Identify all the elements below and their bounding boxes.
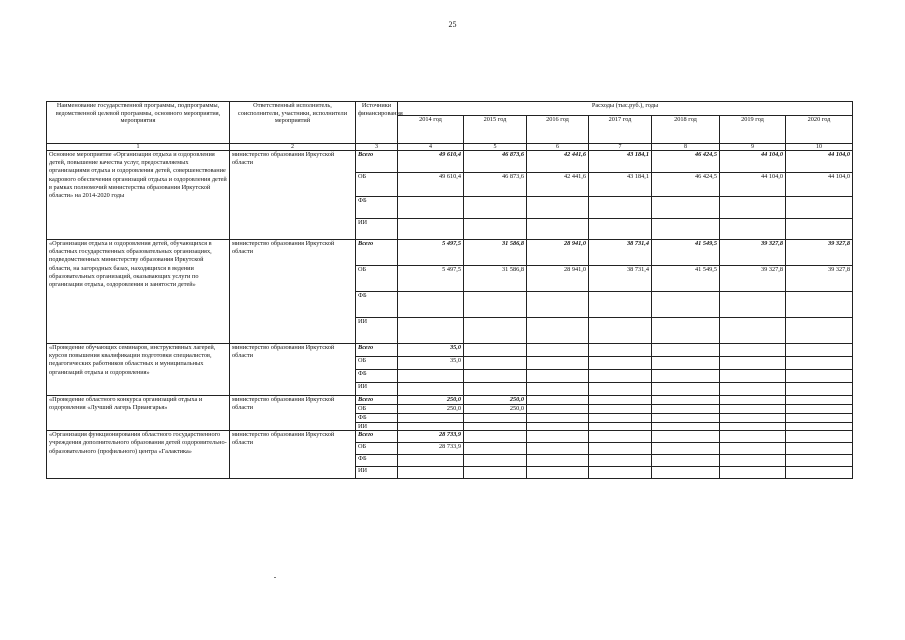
value-cell — [652, 318, 720, 344]
source-ii: ИИ — [356, 422, 398, 431]
value-cell: 35,0 — [398, 357, 464, 370]
value-cell — [398, 370, 464, 383]
value-cell — [720, 318, 786, 344]
year-header: 2017 год — [589, 116, 652, 144]
source-fb: ФБ — [356, 197, 398, 219]
row-executor: министерство образования Иркутской области — [230, 151, 356, 240]
value-cell — [398, 414, 464, 423]
value-cell — [527, 405, 589, 414]
value-cell — [652, 344, 720, 357]
value-cell — [786, 197, 853, 219]
value-cell — [589, 357, 652, 370]
source-total: Всего — [356, 344, 398, 357]
value-cell: 35,0 — [398, 344, 464, 357]
value-cell — [652, 396, 720, 405]
value-cell — [464, 344, 527, 357]
value-cell — [720, 455, 786, 467]
value-cell — [720, 431, 786, 443]
value-cell — [786, 396, 853, 405]
value-cell — [589, 197, 652, 219]
value-cell: 250,0 — [398, 405, 464, 414]
value-cell — [652, 431, 720, 443]
row-executor: министерство образования Иркутской области — [230, 344, 356, 396]
value-cell — [527, 422, 589, 431]
table-row — [47, 344, 853, 357]
value-cell — [527, 318, 589, 344]
row-executor: министерство образования Иркутской области — [230, 396, 356, 431]
year-header: 2016 год — [527, 116, 589, 144]
value-cell — [786, 357, 853, 370]
table-row — [47, 431, 853, 443]
value-cell: 38 731,4 — [589, 266, 652, 292]
column-number: 10 — [786, 144, 853, 151]
value-cell: 250,0 — [398, 396, 464, 405]
value-cell: 44 104,0 — [720, 173, 786, 197]
value-cell — [527, 197, 589, 219]
value-cell — [589, 467, 652, 479]
value-cell — [720, 344, 786, 357]
value-cell: 28 941,0 — [527, 266, 589, 292]
row-description: «Проведение обучающих семинаров, инструктивных лагерей, курсов повышения квалификации подготовки специалистов, педагогических работников областных и муниципальных организаций отдыха и оздоровления» — [47, 344, 230, 396]
value-cell: 46 873,6 — [464, 151, 527, 173]
value-cell — [464, 422, 527, 431]
source-ii: ИИ — [356, 467, 398, 479]
source-ob: ОБ — [356, 443, 398, 455]
value-cell — [652, 219, 720, 240]
value-cell — [786, 219, 853, 240]
value-cell — [398, 219, 464, 240]
value-cell — [398, 197, 464, 219]
value-cell: 46 424,5 — [652, 151, 720, 173]
source-fb: ФБ — [356, 292, 398, 318]
source-ii: ИИ — [356, 318, 398, 344]
value-cell — [464, 383, 527, 396]
value-cell: 44 104,0 — [720, 151, 786, 173]
value-cell — [720, 383, 786, 396]
value-cell — [589, 455, 652, 467]
value-cell — [652, 370, 720, 383]
row-description: Основное мероприятие «Организация отдыха и оздоровления детей, повышение качества услуг, предоставляемых организациями отдыха и оздоровления детей, совершенствование кадрового обеспечения организаций отдыха и оздоровления детей в рамках полномочий министерства образования Иркутской области» на 2014-2020 годы — [47, 151, 230, 240]
value-cell — [527, 455, 589, 467]
value-cell — [589, 219, 652, 240]
value-cell: 28 733,9 — [398, 443, 464, 455]
year-header: 2020 год — [786, 116, 853, 144]
value-cell — [720, 422, 786, 431]
value-cell — [589, 370, 652, 383]
value-cell — [652, 455, 720, 467]
value-cell — [652, 414, 720, 423]
value-cell — [786, 467, 853, 479]
value-cell — [786, 405, 853, 414]
value-cell — [786, 318, 853, 344]
value-cell: 41 549,5 — [652, 240, 720, 266]
value-cell — [398, 383, 464, 396]
value-cell — [527, 414, 589, 423]
value-cell — [398, 292, 464, 318]
column-number: 5 — [464, 144, 527, 151]
row-description: «Проведение областного конкурса организаций отдыха и оздоровления «Лучший лагерь Приангарья» — [47, 396, 230, 431]
value-cell — [652, 357, 720, 370]
value-cell — [464, 370, 527, 383]
source-total: Всего — [356, 431, 398, 443]
value-cell: 39 327,8 — [786, 240, 853, 266]
value-cell — [652, 467, 720, 479]
value-cell — [720, 197, 786, 219]
value-cell — [589, 405, 652, 414]
value-cell — [786, 344, 853, 357]
value-cell: 44 104,0 — [786, 151, 853, 173]
value-cell — [464, 219, 527, 240]
source-ob: ОБ — [356, 173, 398, 197]
value-cell — [786, 422, 853, 431]
value-cell — [464, 318, 527, 344]
value-cell — [652, 443, 720, 455]
value-cell — [527, 467, 589, 479]
value-cell — [652, 197, 720, 219]
row-description: «Организация функционирования областного государственного учреждения дополнительного образования детей оздоровительно-образовательного (профильного) центра «Галактика» — [47, 431, 230, 479]
source-fb: ФБ — [356, 455, 398, 467]
value-cell — [527, 344, 589, 357]
value-cell — [786, 443, 853, 455]
table-row — [47, 151, 853, 173]
table-row — [47, 396, 853, 405]
value-cell: 39 327,8 — [720, 240, 786, 266]
value-cell — [398, 467, 464, 479]
value-cell — [720, 292, 786, 318]
value-cell — [527, 219, 589, 240]
value-cell: 46 424,5 — [652, 173, 720, 197]
value-cell — [398, 455, 464, 467]
source-total: Всего — [356, 396, 398, 405]
value-cell — [464, 431, 527, 443]
value-cell — [464, 292, 527, 318]
year-header: 2018 год — [652, 116, 720, 144]
value-cell — [589, 344, 652, 357]
header-executor: Ответственный исполнитель, соисполнители, участники, исполнители мероприятий — [230, 102, 356, 144]
value-cell — [720, 414, 786, 423]
column-number: 6 — [527, 144, 589, 151]
value-cell — [589, 292, 652, 318]
column-number: 7 — [589, 144, 652, 151]
value-cell — [589, 431, 652, 443]
value-cell: 38 731,4 — [589, 240, 652, 266]
source-ii: ИИ — [356, 383, 398, 396]
value-cell — [464, 443, 527, 455]
page-number: 25 — [448, 20, 457, 29]
value-cell: 31 586,8 — [464, 240, 527, 266]
value-cell — [464, 455, 527, 467]
column-number: 4 — [398, 144, 464, 151]
scan-speck — [274, 577, 276, 578]
column-number: 2 — [230, 144, 356, 151]
value-cell: 41 549,5 — [652, 266, 720, 292]
value-cell — [464, 467, 527, 479]
value-cell — [589, 318, 652, 344]
value-cell: 43 184,1 — [589, 151, 652, 173]
column-number: 3 — [356, 144, 398, 151]
value-cell: 43 184,1 — [589, 173, 652, 197]
row-executor: министерство образования Иркутской области — [230, 240, 356, 344]
value-cell — [786, 292, 853, 318]
value-cell: 250,0 — [464, 405, 527, 414]
value-cell: 39 327,8 — [786, 266, 853, 292]
source-fb: ФБ — [356, 370, 398, 383]
value-cell: 5 497,5 — [398, 266, 464, 292]
value-cell — [720, 443, 786, 455]
value-cell — [786, 370, 853, 383]
value-cell — [527, 431, 589, 443]
source-total: Всего — [356, 151, 398, 173]
value-cell: 46 873,6 — [464, 173, 527, 197]
source-ob: ОБ — [356, 405, 398, 414]
value-cell: 28 733,9 — [398, 431, 464, 443]
source-total: Всего — [356, 240, 398, 266]
value-cell — [652, 383, 720, 396]
value-cell: 5 497,5 — [398, 240, 464, 266]
source-ob: ОБ — [356, 266, 398, 292]
budget-table — [46, 101, 853, 479]
value-cell — [720, 219, 786, 240]
year-header: 2019 год — [720, 116, 786, 144]
value-cell — [720, 405, 786, 414]
column-number: 1 — [47, 144, 230, 151]
value-cell: 49 610,4 — [398, 173, 464, 197]
table-row — [47, 240, 853, 266]
value-cell — [398, 422, 464, 431]
value-cell — [720, 370, 786, 383]
value-cell — [652, 405, 720, 414]
value-cell — [464, 357, 527, 370]
header-program: Наименование государственной программы, подпрограммы, ведомственной целевой программы, основного мероприятия, мероприятия — [47, 102, 230, 144]
value-cell — [720, 396, 786, 405]
value-cell — [527, 383, 589, 396]
source-ob: ОБ — [356, 357, 398, 370]
value-cell: 42 441,6 — [527, 151, 589, 173]
value-cell — [527, 357, 589, 370]
value-cell: 28 941,0 — [527, 240, 589, 266]
value-cell — [527, 396, 589, 405]
value-cell — [786, 455, 853, 467]
value-cell — [589, 422, 652, 431]
value-cell: 49 610,4 — [398, 151, 464, 173]
value-cell — [652, 422, 720, 431]
value-cell — [589, 443, 652, 455]
value-cell — [527, 443, 589, 455]
column-number: 9 — [720, 144, 786, 151]
source-ii: ИИ — [356, 219, 398, 240]
value-cell: 250,0 — [464, 396, 527, 405]
year-header: 2014 год — [398, 116, 464, 144]
value-cell — [527, 370, 589, 383]
value-cell: 44 104,0 — [786, 173, 853, 197]
value-cell — [589, 383, 652, 396]
value-cell — [589, 414, 652, 423]
value-cell: 42 441,6 — [527, 173, 589, 197]
value-cell — [720, 357, 786, 370]
header-source: Источники финансирования — [356, 102, 398, 144]
value-cell — [720, 467, 786, 479]
row-description: «Организация отдыха и оздоровления детей, обучающихся в областных государственных образовательных организациях, подведомственных министерству образования Иркутской области, на загородных базах, находящихся в ведении образовательных организаций, оказывающих услуги по организации отдыха, оздоровления и занятости детей» — [47, 240, 230, 344]
value-cell — [398, 318, 464, 344]
value-cell — [527, 292, 589, 318]
source-fb: ФБ — [356, 414, 398, 423]
row-executor: министерство образования Иркутской области — [230, 431, 356, 479]
year-header: 2015 год — [464, 116, 527, 144]
value-cell — [464, 414, 527, 423]
value-cell — [786, 383, 853, 396]
value-cell: 39 327,8 — [720, 266, 786, 292]
column-number: 8 — [652, 144, 720, 151]
value-cell: 31 586,8 — [464, 266, 527, 292]
header-expenses: Расходы (тыс.руб.), годы — [398, 102, 853, 116]
value-cell — [652, 292, 720, 318]
value-cell — [786, 431, 853, 443]
value-cell — [464, 197, 527, 219]
value-cell — [786, 414, 853, 423]
value-cell — [589, 396, 652, 405]
